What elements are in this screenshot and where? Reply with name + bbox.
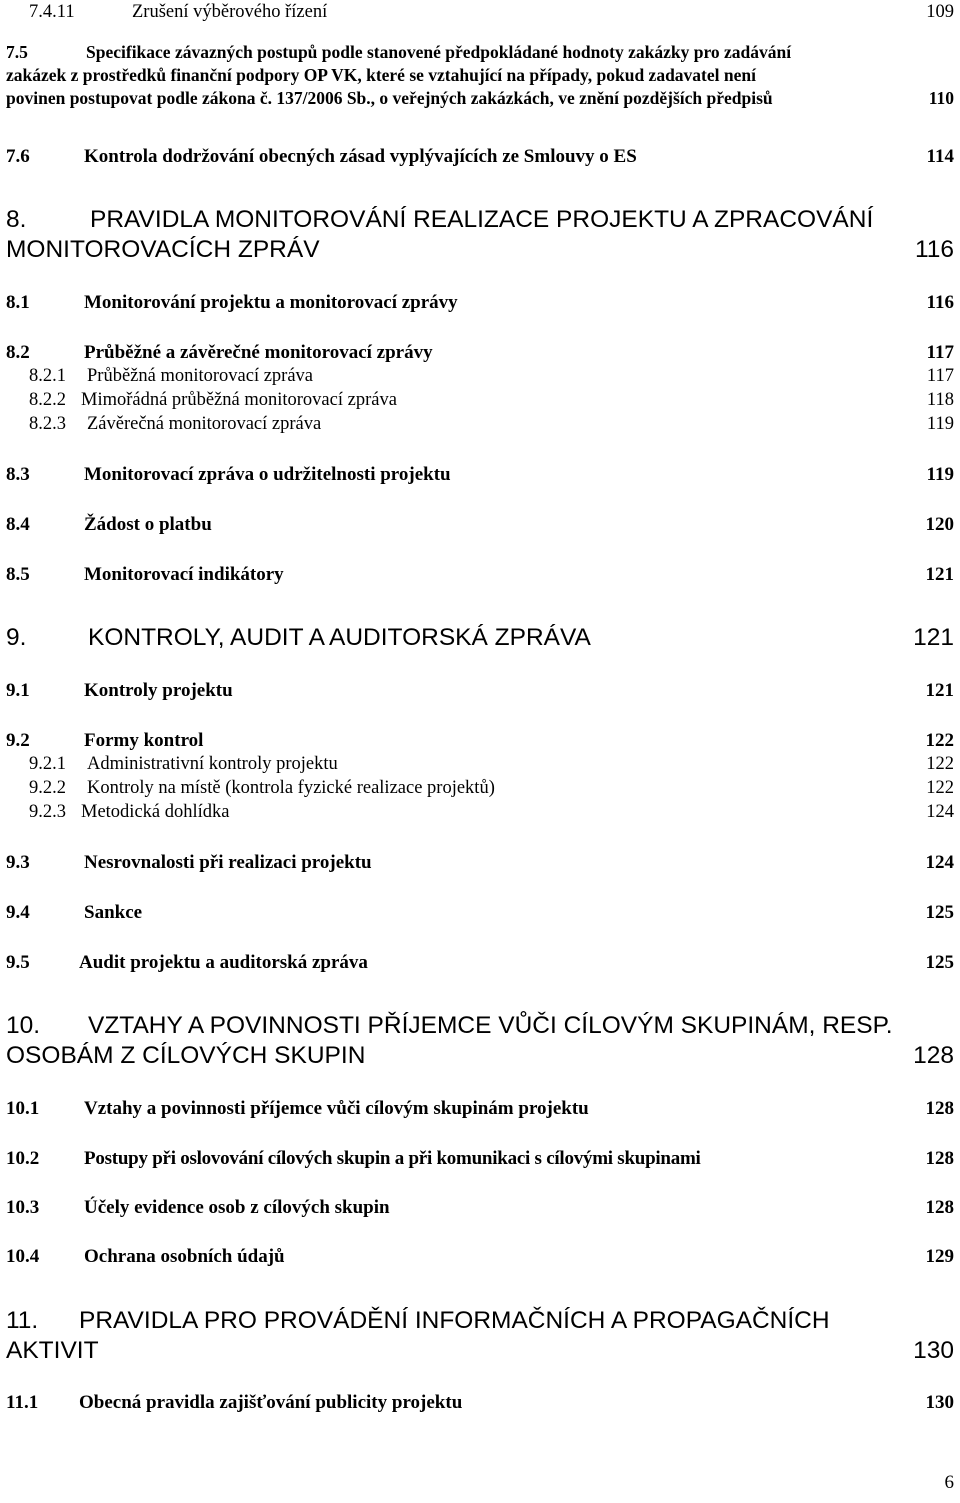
toc-number: 10. [6,1012,41,1039]
toc-page: 130 [925,1392,954,1413]
toc-page: 128 [913,1042,954,1069]
toc-number: 8. [6,206,27,233]
toc-title: Postupy při oslovování cílových skupin a při komunikaci s cílovými skupinami [84,1148,701,1169]
toc-page: 129 [925,1246,954,1267]
toc-number: 11. [6,1307,39,1334]
toc-number: 8.5 [6,564,30,585]
toc-title: Kontrola dodržování obecných zásad vyplývajících ze Smlouvy o ES [84,146,637,167]
toc-number: 9. [6,624,27,651]
toc-page: 125 [925,902,954,923]
toc-title: Účely evidence osob z cílových skupin [84,1197,390,1218]
toc-title: Ochrana osobních údajů [84,1246,285,1267]
toc-title-line-2: OSOBÁM Z CÍLOVÝCH SKUPIN [6,1042,366,1069]
toc-number: 9.2.3 [29,802,66,822]
toc-title: Audit projektu a auditorská zpráva [79,952,368,973]
toc-title: Průběžné a závěrečné monitorovací zprávy [84,342,433,363]
toc-title: PRAVIDLA PRO PROVÁDĚNÍ INFORMAČNÍCH A PROPAGAČNÍCH [79,1307,830,1334]
toc-number: 8.2.1 [29,366,66,386]
toc-page: 109 [926,2,954,22]
toc-title: VZTAHY A POVINNOSTI PŘÍJEMCE VŮČI CÍLOVÝM SKUPINÁM, RESP. [88,1012,893,1039]
toc-page: 130 [913,1337,954,1364]
toc-page: 119 [926,464,954,485]
toc-title: Administrativní kontroly projektu [87,754,338,774]
toc-number: 7.6 [6,146,30,167]
toc-number: 8.4 [6,514,30,535]
toc-page: 124 [926,802,954,822]
toc-page: 122 [926,778,954,798]
toc-title-line-1: Specifikace závazných postupů podle stanovené předpokládané hodnoty zakázky pro zadávání [86,42,792,62]
toc-page: 125 [925,952,954,973]
toc-title: Sankce [84,902,143,923]
toc-page: 124 [925,852,954,873]
toc-number: 9.5 [6,952,30,973]
toc-page: 117 [926,366,954,386]
toc-page: 128 [925,1098,954,1119]
toc-title: Nesrovnalosti při realizaci projektu [84,852,372,873]
toc-number: 9.1 [6,680,30,701]
toc-title: Průběžná monitorovací zpráva [87,366,314,386]
toc-title: Mimořádná průběžná monitorovací zpráva [81,390,397,410]
toc-title: Vztahy a povinnosti příjemce vůči cílovým skupinám projektu [84,1098,589,1119]
toc-page: 121 [913,624,954,651]
toc-title-line-3: povinen postupovat podle zákona č. 137/2006 Sb., o veřejných zakázkách, ve znění pozdějších předpisů [6,88,773,108]
toc-entry-7-5[interactable] [6,42,954,114]
toc-number: 8.1 [6,292,30,313]
toc-number: 8.2.3 [29,414,66,434]
toc-title: Kontroly projektu [84,680,233,701]
toc-number: 8.2.2 [29,390,66,410]
toc-page: 120 [925,514,954,535]
toc-page: 116 [926,292,954,313]
toc-title: Závěrečná monitorovací zpráva [87,414,322,434]
toc-page: 114 [926,146,954,167]
toc-title: Metodická dohlídka [81,802,230,822]
toc-title: PRAVIDLA MONITOROVÁNÍ REALIZACE PROJEKTU A ZPRACOVÁNÍ [90,206,874,233]
toc-title: Monitorovací zpráva o udržitelnosti projektu [84,464,451,485]
toc-number: 9.2.1 [29,754,66,774]
toc-number: 11.1 [6,1392,39,1413]
toc-page: 117 [926,342,954,363]
toc-title: KONTROLY, AUDIT A AUDITORSKÁ ZPRÁVA [88,624,591,651]
toc-title-line-2: AKTIVIT [6,1337,99,1364]
toc-number: 10.1 [6,1098,40,1119]
toc-title-line-2: zakázek z prostředků finanční podpory OP VK, které se vztahující na případy, pokud zadavatel není [6,65,756,85]
toc-page: 122 [925,730,954,751]
toc-title: Monitorovací indikátory [84,564,284,585]
toc-number: 7.4.11 [29,2,75,22]
toc-number: 9.3 [6,852,30,873]
toc-page: 128 [925,1148,954,1169]
toc-number: 10.2 [6,1148,40,1169]
toc-number: 9.2.2 [29,778,66,798]
toc-page: 116 [914,236,954,263]
toc-page: 119 [926,414,954,434]
toc-title: Zrušení výběrového řízení [132,2,328,22]
toc-page: 110 [928,88,954,108]
toc-number: 10.4 [6,1246,40,1267]
toc-page: 121 [925,564,954,585]
toc-page: 122 [926,754,954,774]
page-number: 6 [944,1472,954,1493]
toc-title: Monitorování projektu a monitorovací zprávy [84,292,458,313]
toc-number: 9.2 [6,730,30,751]
toc-page: 121 [925,680,954,701]
toc-number: 8.3 [6,464,30,485]
toc-title: Obecná pravidla zajišťování publicity projektu [79,1392,463,1413]
toc-title: Formy kontrol [84,730,204,751]
toc-title: Žádost o platbu [84,514,212,535]
toc-number: 7.5 [6,42,28,62]
toc-title: Kontroly na místě (kontrola fyzické realizace projektů) [87,778,495,798]
toc-number: 9.4 [6,902,30,923]
toc-title-line-2: MONITOROVACÍCH ZPRÁV [6,236,320,263]
toc-number: 10.3 [6,1197,40,1218]
toc-number: 8.2 [6,342,30,363]
toc-page: 118 [926,390,954,410]
toc-page: 128 [925,1197,954,1218]
